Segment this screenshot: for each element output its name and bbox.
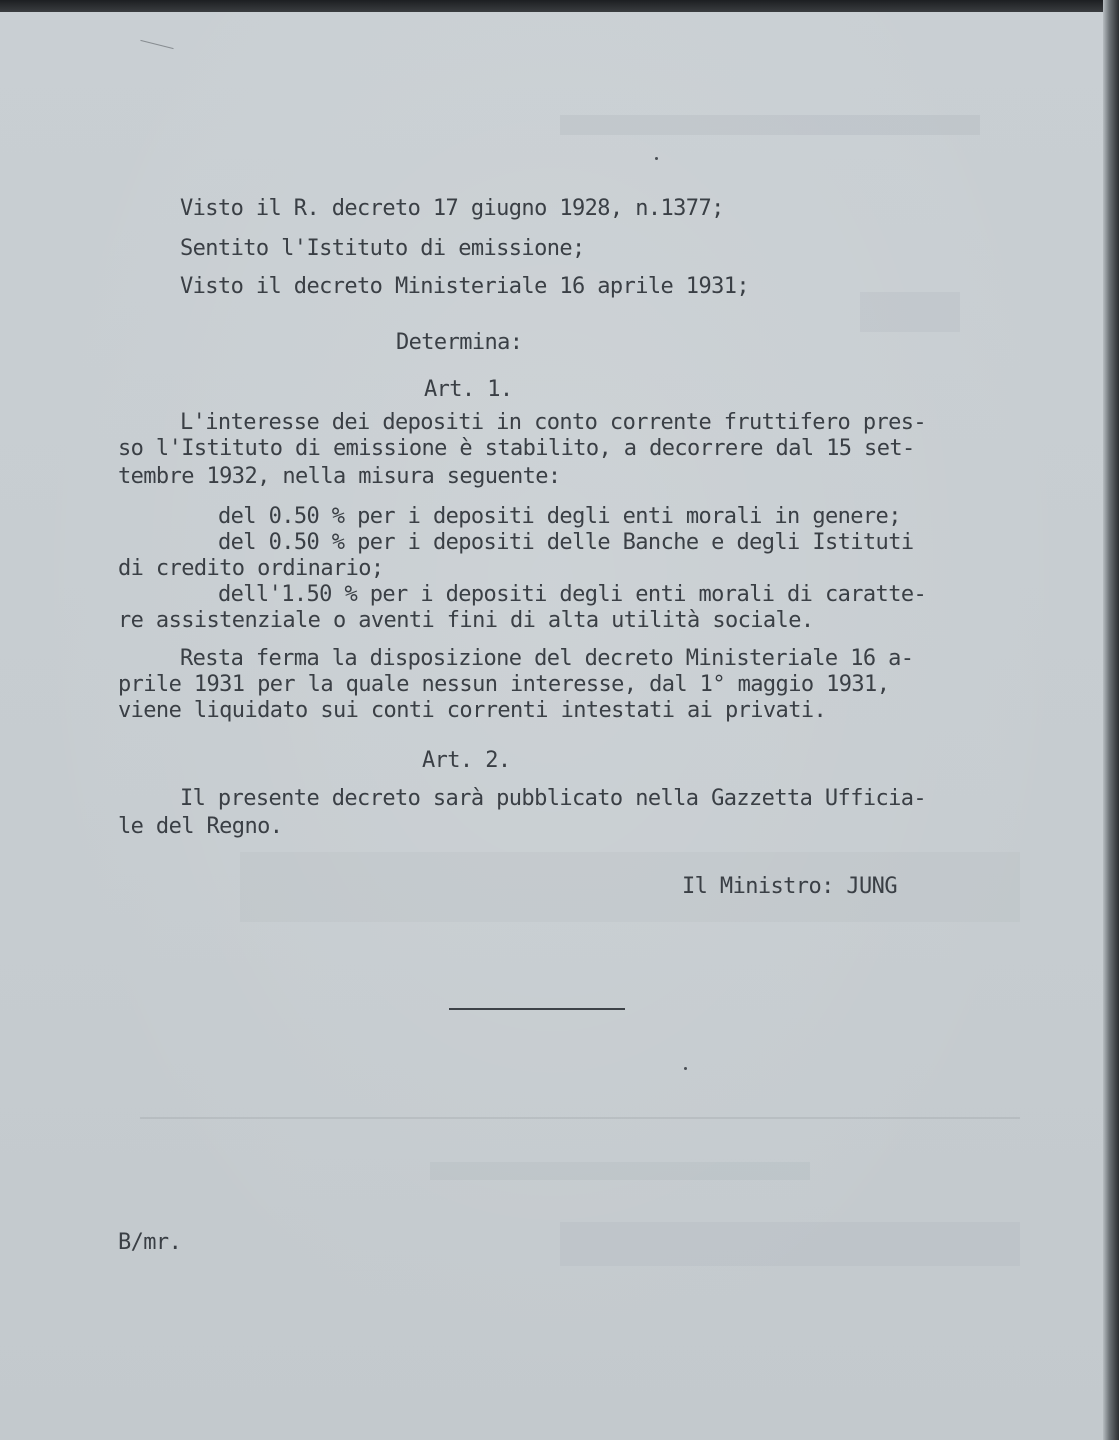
text-line-sentito: Sentito l'Istituto di emissione; [180,236,585,261]
text-line-art2-1: Il presente decreto sarà pubblicato nella Gazzetta Ufficia- [180,786,927,811]
paper-speck [684,1067,687,1070]
text-line-visto-decreto-ministeriale: Visto il decreto Ministeriale 16 aprile 1931; [180,274,750,299]
corner-pencil-mark [140,40,173,49]
text-line-art1-1: L'interesse dei depositi in conto corrente fruttifero pres- [180,410,927,435]
bleed-through-rule [140,1117,1020,1119]
article-1-heading: Art. 1. [424,377,513,402]
typist-initials: B/mr. [118,1230,182,1255]
document-page [0,12,1103,1440]
text-line-resta-1: Resta ferma la disposizione del decreto Ministeriale 16 a- [180,646,914,671]
determina-heading: Determina: [396,330,523,355]
signature-line: Il Ministro: JUNG [682,874,897,899]
bleed-through-heading [560,115,980,135]
article-2-heading: Art. 2. [422,748,511,773]
bleed-through-footer [560,1222,1020,1266]
closing-rule [449,1008,625,1010]
text-line-rate-3-cont: re assistenziale o aventi fini di alta utilità sociale. [118,608,814,633]
scan-right-edge [1103,0,1119,1440]
paper-speck [655,157,658,160]
bleed-through-block [860,292,960,332]
text-line-rate-2: del 0.50 % per i depositi delle Banche e degli Istituti [218,530,914,555]
text-line-art2-2: le del Regno. [118,814,283,839]
bleed-through-paragraph [240,852,1020,922]
text-line-resta-2: prile 1931 per la quale nessun interesse, dal 1° maggio 1931, [118,672,890,697]
text-line-visto-rdecreto: Visto il R. decreto 17 giugno 1928, n.1377; [180,196,724,221]
text-line-resta-3: viene liquidato sui conti correnti intestati ai privati. [118,698,827,723]
bleed-through-title [430,1162,810,1180]
text-line-art1-2: so l'Istituto di emissione è stabilito, a decorrere dal 15 set- [118,436,915,461]
text-line-art1-3: tembre 1932, nella misura seguente: [118,464,561,489]
text-line-rate-2-cont: di credito ordinario; [118,556,384,581]
text-line-rate-3: dell'1.50 % per i depositi degli enti morali di caratte- [218,582,927,607]
text-line-rate-1: del 0.50 % per i depositi degli enti morali in genere; [218,504,901,529]
scan-top-edge [0,0,1119,12]
